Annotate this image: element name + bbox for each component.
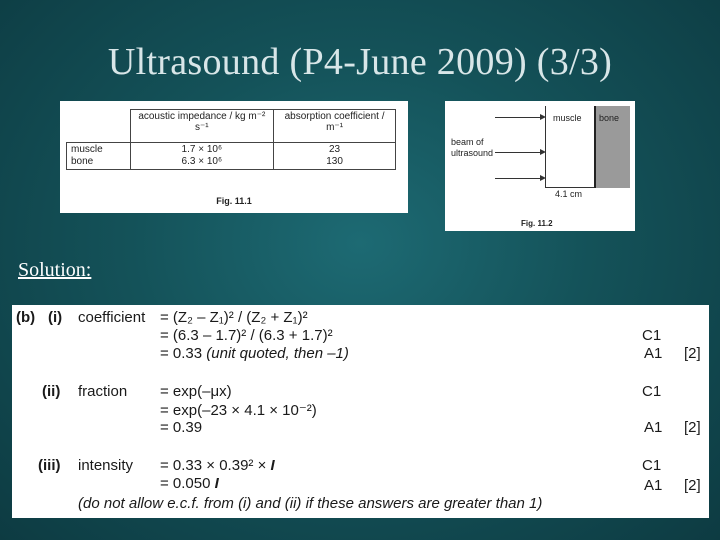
ecf-note: (do not allow e.c.f. from (i) and (ii) if these answers are greater than 1) (78, 495, 543, 512)
table-corner (67, 110, 131, 143)
mark-scheme-box (12, 305, 709, 518)
figure-11-2 (445, 101, 635, 231)
table-cell-materials (67, 143, 131, 170)
distance-marker (545, 187, 594, 188)
absorption-muscle: 23 (329, 144, 341, 155)
mark-total: [2] (684, 419, 701, 436)
mark-total: [2] (684, 345, 701, 362)
mark-c1: C1 (642, 383, 662, 400)
material-bone: bone (71, 156, 94, 167)
solution-heading: Solution: (18, 259, 92, 281)
mark-a1: A1 (644, 477, 663, 494)
intensity-result-text: = 0.050 (160, 475, 215, 492)
impedance-bone: 6.3 × 10⁶ (181, 156, 223, 167)
mark-a1: A1 (644, 345, 663, 362)
material-muscle: muscle (71, 144, 103, 155)
beam-label-line1: beam of (451, 137, 484, 147)
fraction-result: = 0.39 (160, 419, 203, 436)
mark-total: [2] (684, 477, 701, 494)
coefficient-value: = 0.33 (160, 345, 207, 362)
intensity-symbol: I (270, 457, 275, 474)
fraction-label: fraction (78, 383, 128, 400)
beam-label-line2: ultrasound (451, 148, 494, 158)
beam-arrow-icon (495, 117, 541, 118)
absorption-bone: 130 (326, 156, 343, 167)
part-ii-label: (ii) (42, 383, 61, 400)
coefficient-formula: = (Z₂ – Z₁)² / (Z₂ + Z₁)² (160, 309, 308, 326)
slide-title: Ultrasound (P4-June 2009) (3/3) (107, 41, 613, 83)
intensity-result (160, 475, 219, 492)
intensity-formula-text: = 0.33 × 0.39² × (160, 457, 271, 474)
beam-arrow-icon (495, 152, 541, 153)
mark-a1: A1 (644, 419, 663, 436)
impedance-table (66, 109, 396, 170)
part-b-label: (b) (16, 309, 36, 326)
intensity-label: intensity (78, 457, 134, 474)
figure-11-1 (60, 101, 408, 213)
col-header-impedance: acoustic impedance / kg m⁻² s⁻¹ (130, 110, 274, 143)
intensity-result-symbol: I (214, 475, 219, 492)
beam-arrow-icon (495, 178, 541, 179)
col-header-absorption: absorption coefficient / m⁻¹ (274, 110, 396, 143)
part-iii-label: (iii) (38, 457, 61, 474)
fig1-caption: Fig. 11.1 (216, 196, 252, 206)
coefficient-result (160, 345, 349, 362)
table-cell-absorptions (274, 143, 396, 170)
beam-label (451, 137, 493, 159)
fraction-substitution: = exp(–23 × 4.1 × 10⁻²) (160, 402, 317, 419)
coefficient-substitution: = (6.3 – 1.7)² / (6.3 + 1.7)² (160, 327, 333, 344)
distance-label: 4.1 cm (555, 189, 583, 199)
intensity-formula (160, 457, 275, 474)
table-cell-impedances (130, 143, 274, 170)
muscle-label: muscle (553, 113, 582, 123)
fraction-formula: = exp(–μx) (160, 383, 232, 400)
coefficient-label: coefficient (78, 309, 146, 326)
fig2-caption: Fig. 11.2 (521, 219, 553, 228)
impedance-muscle: 1.7 × 10⁶ (181, 144, 223, 155)
part-i-label: (i) (48, 309, 63, 326)
mark-c1: C1 (642, 327, 662, 344)
bone-label: bone (599, 113, 620, 123)
coefficient-unit-note: (unit quoted, then –1) (206, 345, 349, 362)
mark-c1: C1 (642, 457, 662, 474)
